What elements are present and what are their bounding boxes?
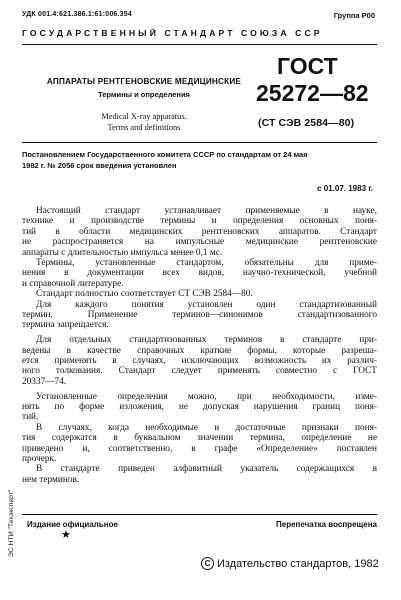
paragraph-line: Стандарт полностью соответствует СТ СЭВ 2584—80. [36,289,253,300]
paragraph-line: тий. [22,412,39,423]
decree-line: 1982 г. № 2056 срок введения установлен [22,161,177,170]
paragraph-line: тий в области медицинских рентгеновских аппаратов. Стандарт [22,226,377,237]
header-divider [22,44,377,45]
paragraph-line: В стандарте приведен алфавитный указатель содержащихся в [36,464,377,475]
subtitle-russian: Термины и определения [98,90,190,99]
decree-line: Постановлением Государственного комитета СССР по стандартам от 24 мая [22,150,308,159]
paragraph-line: нять по форме изложения, не допуская нарушения границ поня- [22,402,377,413]
subtitle-english: Terms and definitions [107,123,181,132]
paragraph-line: ется применять в случаях, исключающих возможность их различ- [22,355,377,366]
paragraph-line: и справочной литературе. [22,278,124,289]
paragraph-line: ведены в качестве справочных краткие формы, которые разреша- [22,345,377,356]
paragraph-line: Для отдельных стандартизованных терминов в стандарте при- [36,335,377,346]
paragraph-line: Для каждого понятия установлен один стандартизованный [36,299,377,310]
margin-note [0,420,15,560]
paragraph-line: Установленные определения можно, при необходимости, изме- [36,391,377,402]
copyright-text: Издательство стандартов, 1982 [217,557,379,570]
footer-divider [22,514,377,515]
paragraph-line: прочерк. [22,453,57,464]
paragraph-line: Настоящий стандарт устанавливает применяемые в науке, [36,206,377,216]
paragraph-line: термина запрещается. [22,320,109,331]
paragraph-line: 20337—74. [22,376,67,387]
copyright-notice [201,557,379,570]
paragraph-line: Термины, установленные стандартом, обязательны для приме- [36,257,377,268]
paragraph-line: не распространяется на импульсные медицинские рентгеновские [22,237,377,248]
paragraph-line: тия содержатся в буквальном значении термина, определение не [22,433,377,444]
group-code: Группа Р00 [333,11,375,20]
paragraph-line: нения в документации всех видов, научно-технической, учебной [22,268,377,279]
reprint-prohibited-label: Перепечатка воспрещена [276,520,377,529]
body-text [22,206,377,485]
title-divider [22,142,377,143]
paragraph-line: термин. Применение терминов—синонимов стандартизованного [22,309,377,320]
gost-number: 25272—82 [256,80,369,106]
paragraph-line: технике и производстве термины и определения основных поня- [22,216,377,227]
paragraph-line: приведено и, соответственно, в графе «Определение» поставлен [22,443,377,454]
st-sev-reference: (СТ СЭВ 2584—80) [258,117,355,129]
star-icon: ★ [61,529,71,541]
paragraph-line: ного толкования. Стандарт следует применять совместно с ГОСТ [22,366,377,377]
title-english: Medical X-ray apparatus. [101,112,187,121]
copyright-icon: C [201,557,214,570]
state-standard-banner: ГОСУДАРСТВЕННЫЙ СТАНДАРТ СОЮЗА ССР [22,28,323,38]
paragraph-line: нем терминов. [22,474,80,485]
gost-label: ГОСТ [277,53,338,79]
paragraph-line: аппараты с длительностью импульса менее 0,1 мс. [22,247,223,258]
udk-code: УДК 001.4:621.386.1:61:006.354 [22,11,132,18]
effective-date: с 01.07. 1983 г. [317,184,373,193]
paragraph-line: В случаях, когда необходимые и достаточные признаки поня- [36,422,377,433]
title-russian: АППАРАТЫ РЕНТГЕНОВСКИЕ МЕДИЦИНСКИЕ [46,77,242,86]
margin-note-text: ЭС НТИ "Техэксперт" [8,489,15,557]
official-edition-label: Издание официальное [27,520,118,529]
